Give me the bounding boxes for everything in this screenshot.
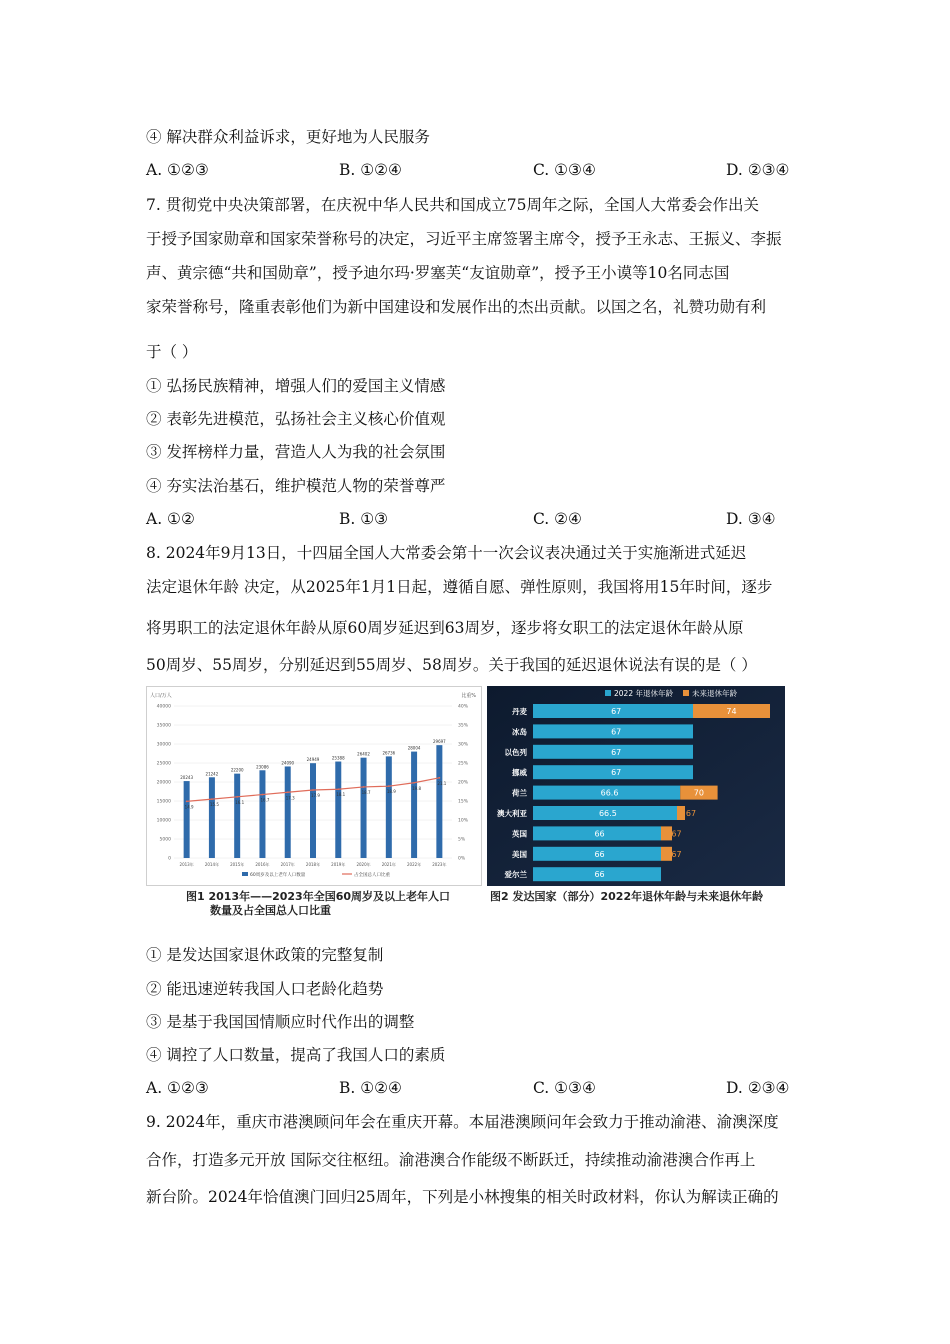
q7-option-b[interactable]: B. ①③: [339, 510, 389, 528]
fig2-future-bar: [661, 826, 672, 840]
fig1-y2tick-label: 10%: [458, 818, 469, 824]
fig1-bar-label: 29697: [432, 739, 446, 745]
q6-option-c[interactable]: C. ①③④: [533, 161, 596, 179]
fig1-xtick-label: 2022年: [406, 862, 422, 867]
fig2-caption: 图2 发达国家（部分）2022年退休年龄与未来退休年龄: [490, 890, 764, 903]
fig1-xtick-label: 2021年: [381, 862, 396, 867]
q6-option-d[interactable]: D. ②③④: [726, 161, 790, 179]
fig2-country-label: 英国: [512, 829, 527, 839]
fig1-ytick-label: 20000: [156, 780, 171, 786]
fig2-legend-current-swatch: [605, 690, 611, 696]
q8-option-c[interactable]: C. ①③④: [533, 1079, 596, 1097]
fig1-ratio-point: [262, 794, 264, 796]
fig1-y2tick-label: 40%: [458, 704, 469, 710]
q6-option-a[interactable]: A. ①②③: [146, 161, 209, 179]
fig1-ratio-label: 16.1: [235, 799, 245, 805]
fig2-legend-future-swatch: [683, 690, 689, 696]
fig1-bar-label: 26736: [382, 750, 396, 756]
fig1-ratio-label: 18.1: [336, 792, 346, 798]
q7-item-2: ② 表彰先进模范，弘扬社会主义核心价值观: [146, 410, 446, 428]
fig2-future-value: 67: [671, 829, 682, 839]
q8-stem-line-2: 法定退休年龄 决定，从2025年1月1日起，遵循自愿、弹性原则，我国将用15年时间，逐步: [146, 578, 773, 596]
fig1-xtick-label: 2015年: [230, 862, 245, 867]
fig1-bar: [436, 745, 442, 858]
fig1-ratio-point: [438, 777, 440, 779]
fig1-ytick-label: 25000: [156, 761, 171, 767]
q6-item-4: ④ 解决群众利益诉求，更好地为人民服务: [146, 128, 430, 146]
q8-option-a[interactable]: A. ①②③: [146, 1079, 209, 1097]
figure-1-population-chart: [146, 686, 482, 886]
fig2-country-label: 澳大利亚: [497, 809, 527, 818]
fig1-xtick-label: 2013年: [179, 862, 194, 867]
fig1-xtick-label: 2020年: [356, 862, 371, 867]
q8-option-d[interactable]: D. ②③④: [726, 1079, 790, 1097]
fig1-ratio-point: [287, 791, 289, 793]
fig2-current-value: 67: [611, 727, 622, 737]
fig1-ratio-point: [186, 800, 188, 802]
fig1-y2label: 比重%: [461, 693, 476, 699]
fig2-current-value: 66.5: [598, 809, 617, 818]
q7-stem-line-5: 于（ ）: [146, 343, 198, 361]
fig1-bar-label: 28004: [407, 745, 421, 751]
q9-stem-line-1: 9. 2024年，重庆市港澳顾问年会在重庆开幕。本届港澳顾问年会致力于推动渝港、渝澳深度: [146, 1113, 779, 1131]
fig2-current-value: 66: [594, 870, 605, 880]
fig2-country-label: 美国: [512, 849, 527, 859]
q9-stem-line-3: 新台阶。2024年恰值澳门回归25周年，下列是小林搜集的相关时政材料，你认为解读正确的: [146, 1188, 779, 1206]
fig1-ratio-label: 15.5: [209, 802, 219, 808]
fig1-ratio-label: 18.9: [386, 789, 396, 795]
fig2-country-label: 爱尔兰: [504, 870, 527, 880]
fig2-legend-current-label: 2022 年退休年龄: [614, 689, 673, 698]
fig1-y2tick-label: 20%: [458, 780, 469, 786]
fig2-future-value: 70: [693, 788, 704, 798]
q7-option-d[interactable]: D. ③④: [726, 510, 776, 528]
fig2-country-label: 冰岛: [512, 727, 527, 737]
fig1-ratio-label: 21.1: [437, 780, 447, 786]
q6-option-b[interactable]: B. ①②④: [339, 161, 402, 179]
fig1-ratio-point: [388, 785, 390, 787]
q7-stem-line-2: 于授予国家勋章和国家荣誉称号的决定，习近平主席签署主席令，授予王永志、王振义、李振: [146, 230, 782, 248]
fig2-svg: [487, 686, 785, 886]
fig2-future-value: 67: [671, 849, 682, 859]
q7-options: [146, 510, 826, 530]
q7-item-4: ④ 夯实法治基石，维护模范人物的荣誉尊严: [146, 477, 446, 495]
fig1-ratio-label: 17.9: [311, 792, 320, 798]
fig2-legend-future-label: 未来退休年龄: [692, 689, 737, 698]
q8-options: [146, 1079, 826, 1099]
q7-stem-line-1: 7. 贯彻党中央决策部署，在庆祝中华人民共和国成立75周年之际，全国人大常委会作出关: [146, 196, 759, 214]
fig1-y2tick-label: 30%: [458, 742, 469, 748]
fig1-ratio-point: [363, 786, 365, 788]
q8-item-3: ③ 是基于我国国情顺应时代作出的调整: [146, 1013, 415, 1031]
fig1-bar-label: 20243: [180, 775, 194, 781]
fig1-ratio-point: [337, 788, 339, 790]
fig2-country-label: 以色列: [504, 747, 527, 757]
q7-item-3: ③ 发挥榜样力量，营造人人为我的社会氛围: [146, 443, 446, 461]
fig1-svg: [146, 686, 482, 886]
fig1-ratio-point: [211, 798, 213, 800]
fig1-bar: [361, 758, 367, 858]
fig2-future-bar: [677, 806, 685, 820]
fig1-bar-label: 25388: [331, 755, 345, 761]
fig1-bar-label: 21242: [205, 771, 219, 777]
fig1-bar-label: 24090: [281, 760, 295, 766]
fig1-legend-bar-label: 60周岁及以上老年人口数量: [250, 873, 306, 878]
fig1-ytick-label: 40000: [156, 704, 171, 710]
fig1-legend-bar-swatch: [242, 872, 248, 876]
q8-item-1: ① 是发达国家退休政策的完整复制: [146, 946, 384, 964]
fig1-xtick-label: 2023年: [432, 862, 447, 867]
fig1-ylabel: 人口/万人: [150, 693, 172, 699]
fig1-bar-label: 22200: [230, 767, 244, 773]
fig2-country-label: 挪威: [512, 768, 527, 778]
fig1-ratio-label: 16.7: [260, 797, 270, 803]
fig1-xtick-label: 2018年: [305, 862, 321, 867]
q6-options: [146, 161, 826, 181]
fig2-current-value: 67: [611, 707, 622, 716]
q8-option-b[interactable]: B. ①②④: [339, 1079, 402, 1097]
fig1-bar: [411, 752, 417, 858]
q7-option-a[interactable]: A. ①②: [146, 510, 195, 528]
fig2-future-bar: [661, 847, 672, 861]
fig1-bar-label: 24949: [306, 757, 320, 763]
q7-stem-line-3: 声、黄宗德“共和国勋章”，授予迪尔玛·罗塞芙“友谊勋章”，授予王小谟等10名同志国: [146, 264, 730, 282]
fig2-current-value: 66.6: [600, 788, 619, 798]
fig1-y2tick-label: 25%: [458, 761, 469, 767]
fig1-bar: [259, 770, 265, 858]
fig1-bar-label: 26402: [357, 751, 370, 757]
fig1-y2tick-label: 5%: [458, 837, 466, 843]
fig2-future-value: 67: [685, 809, 697, 818]
q8-item-4: ④ 调控了人口数量，提高了我国人口的素质: [146, 1046, 446, 1064]
fig1-bar: [285, 766, 291, 858]
fig1-ytick-label: 0: [168, 856, 171, 862]
fig1-ratio-label: 19.8: [412, 785, 422, 791]
fig1-bar: [184, 781, 190, 858]
q7-stem-line-4: 家荣誉称号，隆重表彰他们为新中国建设和发展作出的杰出贡献。以国之名，礼赞功勋有利: [146, 298, 767, 316]
fig1-ytick-label: 30000: [156, 742, 171, 748]
fig1-bar-label: 23086: [256, 764, 269, 770]
fig1-bar: [386, 756, 392, 858]
q7-option-c[interactable]: C. ②④: [533, 510, 582, 528]
fig1-y2tick-label: 35%: [458, 723, 469, 729]
q8-item-2: ② 能迅速逆转我国人口老龄化趋势: [146, 980, 384, 998]
fig1-xtick-label: 2017年: [280, 862, 295, 867]
q7-item-1: ① 弘扬民族精神，增强人们的爱国主义情感: [146, 377, 446, 395]
fig1-bar: [335, 762, 341, 858]
fig1-ytick-label: 10000: [156, 818, 171, 824]
fig1-caption-line-2: 数量及占全国总人口比重: [210, 904, 331, 917]
fig1-ytick-label: 35000: [156, 723, 171, 729]
q9-stem-line-2: 合作，打造多元开放 国际交往枢纽。渝港澳合作能级不断跃迁，持续推动渝港澳合作再上: [146, 1151, 756, 1169]
fig1-xtick-label: 2014年: [204, 862, 220, 867]
figure-2-retirement-chart: [487, 686, 785, 886]
fig1-bar: [234, 774, 240, 858]
fig1-ytick-label: 15000: [156, 799, 171, 805]
fig2-future-value: 74: [726, 707, 737, 716]
q8-stem-line-4: 50周岁、55周岁，分别延迟到55周岁、58周岁。关于我国的延迟退休说法有误的是（ ）: [146, 656, 757, 674]
fig2-current-value: 67: [611, 768, 622, 778]
fig1-bar: [310, 763, 316, 858]
fig1-y2tick-label: 0%: [458, 856, 466, 862]
fig1-ratio-label: 14.9: [184, 804, 194, 810]
fig1-ratio-point: [236, 796, 238, 798]
fig2-country-label: 丹麦: [512, 707, 527, 716]
fig1-ratio-label: 17.3: [285, 795, 295, 801]
fig1-ratio-point: [413, 782, 415, 784]
fig1-ratio-point: [312, 789, 314, 791]
fig2-current-value: 66: [594, 849, 605, 859]
fig1-xtick-label: 2019年: [331, 862, 346, 867]
fig1-legend-line-label: 占全国总人口比重: [354, 873, 390, 878]
fig1-y2tick-label: 15%: [458, 799, 469, 805]
q8-stem-line-1: 8. 2024年9月13日，十四届全国人大常委会第十一次会议表决通过关于实施渐进式延迟: [146, 544, 747, 562]
fig1-ratio-label: 18.7: [361, 789, 371, 795]
fig1-bar: [209, 777, 215, 858]
fig2-current-value: 66: [594, 829, 605, 839]
fig1-caption-line-1: 图1 2013年——2023年全国60周岁及以上老年人口: [186, 890, 451, 903]
q8-stem-line-3: 将男职工的法定退休年龄从原60周岁延迟到63周岁，逐步将女职工的法定退休年龄从原: [146, 619, 744, 637]
fig1-xtick-label: 2016年: [255, 862, 270, 867]
fig2-current-value: 67: [611, 747, 622, 757]
fig2-country-label: 荷兰: [512, 788, 527, 798]
fig1-ytick-label: 5000: [159, 837, 171, 843]
